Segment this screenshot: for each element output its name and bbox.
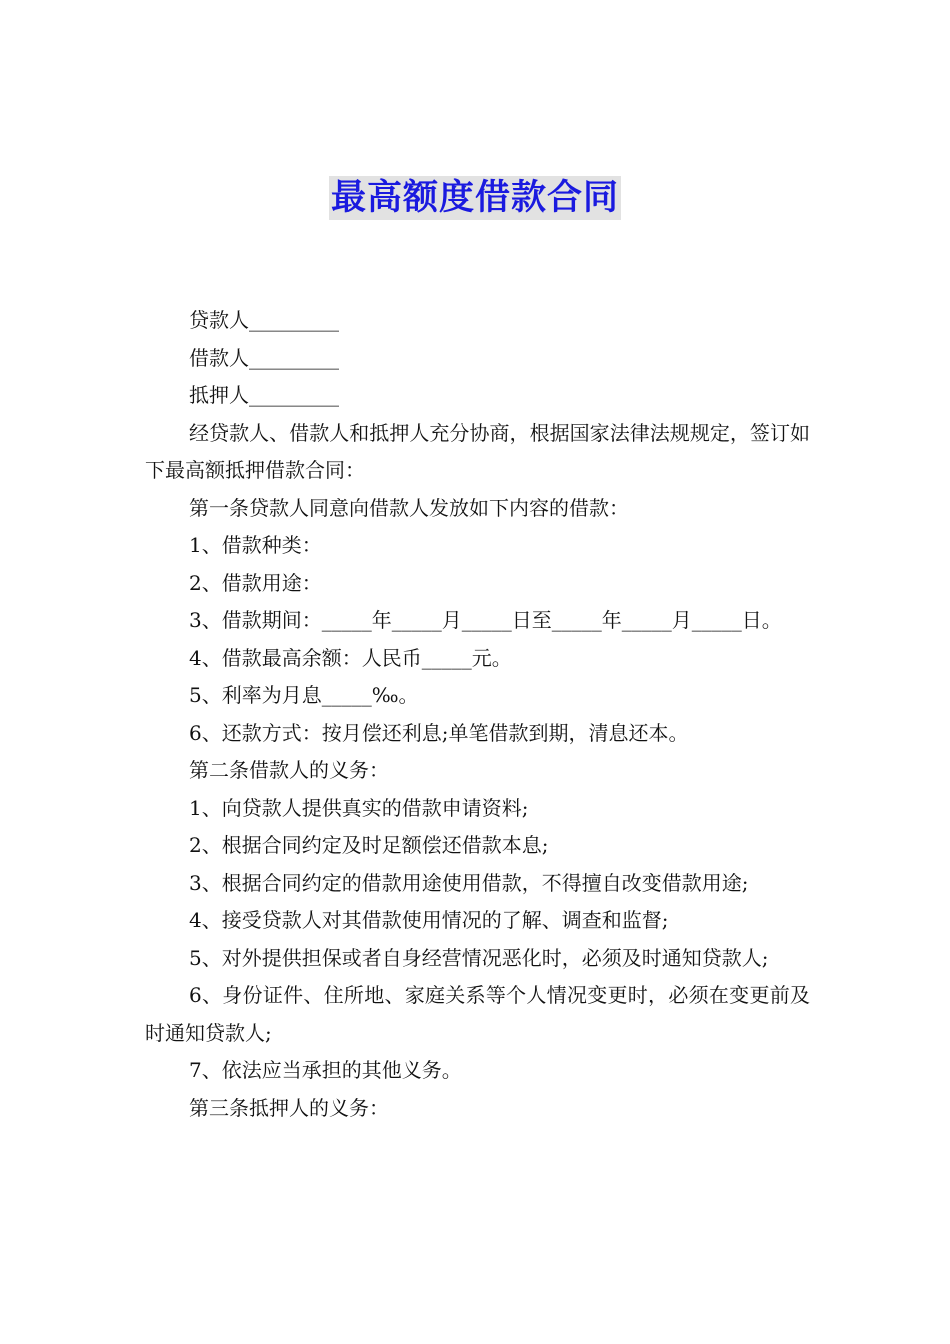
article-1-item-6: 6、还款方式：按月偿还利息;单笔借款到期，清息还本。 [189,720,689,745]
mortgagor-line: 抵押人_________ [189,383,339,407]
lender-line: 贷款人_________ [189,308,339,332]
article-2-item-6: 6、身份证件、住所地、家庭关系等个人情况变更时，必须在变更前及时通知贷款人; [145,983,810,1045]
article-2-item-3: 3、根据合同约定的借款用途使用借款，不得擅自改变借款用途; [189,870,749,895]
article-1-heading: 第一条贷款人同意向借款人发放如下内容的借款： [189,495,629,520]
article-2-item-1: 1、向贷款人提供真实的借款申请资料; [189,795,529,820]
article-2-item-5: 5、对外提供担保或者自身经营情况恶化时，必须及时通知贷款人; [189,945,769,970]
article-2-item-2: 2、根据合同约定及时足额偿还借款本息; [189,833,549,857]
article-2-item-4: 4、接受贷款人对其借款使用情况的了解、调查和监督; [189,908,669,932]
article-2-item-7: 7、依法应当承担的其他义务。 [189,1058,462,1082]
article-1-item-1: 1、借款种类： [189,533,322,557]
article-3-heading: 第三条抵押人的义务： [189,1095,389,1120]
preamble-paragraph: 经贷款人、借款人和抵押人充分协商，根据国家法律法规规定，签订如下最高额抵押借款合同： [145,420,810,482]
article-1-item-2: 2、借款用途： [189,570,322,595]
document-title: 最高额度借款合同 [330,178,619,218]
article-1-item-3: 3、借款期间：_____年_____月_____日至_____年_____月_____日。 [189,608,782,632]
article-1-item-4: 4、借款最高余额：人民币_____元。 [189,645,512,670]
borrower-line: 借款人_________ [189,345,339,370]
title-container [0,176,950,220]
document-body [145,302,810,1127]
article-1-item-5: 5、利率为月息_____‰。 [189,683,419,707]
article-2-heading: 第二条借款人的义务： [189,758,389,782]
